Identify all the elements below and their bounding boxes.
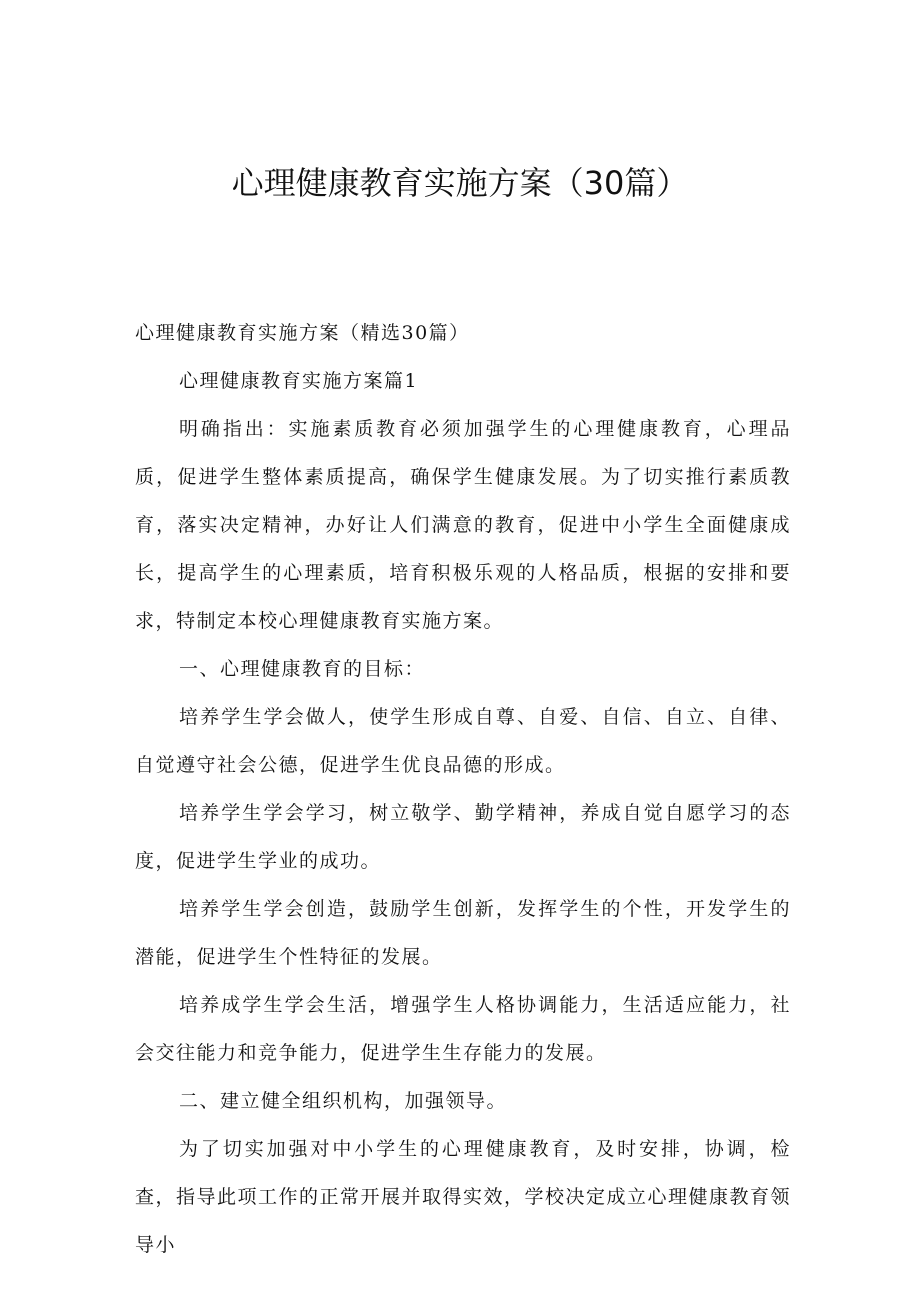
document-subtitle: 心理健康教育实施方案（精选30篇）: [135, 322, 470, 344]
section-heading-organization: 二、建立健全组织机构，加强领导。: [179, 1090, 508, 1112]
paragraph-goal-learning: 培养学生学会学习，树立敬学、勤学精神，养成自觉自愿学习的态度，促进学生学业的成功。: [135, 802, 791, 872]
document-body: [135, 309, 791, 1269]
paragraph-goal-conduct: 培养学生学会做人，使学生形成自尊、自爱、自信、自立、自律、自觉遵守社会公德，促进学生优良品德的形成。: [135, 706, 791, 776]
paragraph-goal-living: 培养成学生学会生活，增强学生人格协调能力，生活适应能力，社会交往能力和竞争能力，促进学生生存能力的发展。: [135, 994, 791, 1064]
paragraph-goal-creativity: 培养学生学会创造，鼓励学生创新，发挥学生的个性，开发学生的潜能，促进学生个性特征的发展。: [135, 898, 791, 968]
article-heading: 心理健康教育实施方案篇1: [179, 370, 419, 392]
paragraph-intro: 明确指出：实施素质教育必须加强学生的心理健康教育，心理品质，促进学生整体素质提高，确保学生健康发展。为了切实推行素质教育，落实决定精神，办好让人们满意的教育，促进中小学生全面健康成长，提高学生的心理素质，培育积极乐观的人格品质，根据的安排和要求，特制定本校心理健康教育实施方案。: [135, 418, 791, 632]
document-title: 心理健康教育实施方案（30篇）: [231, 164, 689, 202]
section-heading-goals: 一、心理健康教育的目标：: [179, 658, 426, 680]
paragraph-organization: 为了切实加强对中小学生的心理健康教育，及时安排，协调，检查，指导此项工作的正常开展并取得实效，学校决定成立心理健康教育领导小: [135, 1138, 792, 1256]
